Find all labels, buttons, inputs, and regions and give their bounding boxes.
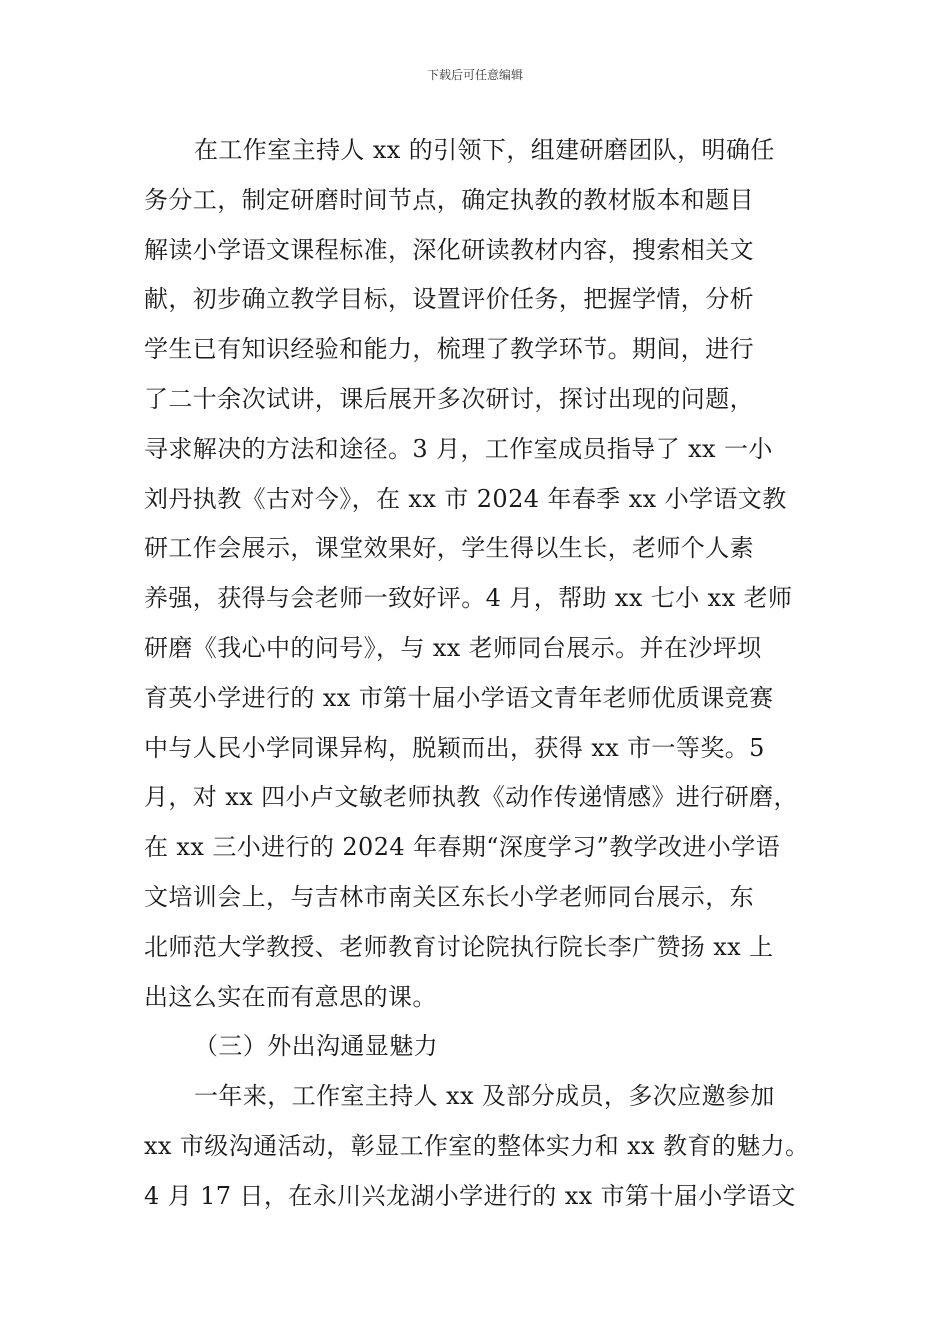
text-line: 4 月 17 日，在永川兴龙湖小学进行的 xx 市第十届小学语文 (144, 1181, 796, 1210)
text-line: 寻求解决的方法和途径。3 月，工作室成员指导了 xx 一小 (144, 434, 773, 463)
text-line: 北师范大学教授、老师教育讨论院执行院长李广赞扬 xx 上 (144, 932, 774, 961)
document-body (144, 126, 824, 1222)
text-line: 在 xx 三小进行的 2024 年春期“深度学习”教学改进小学语 (144, 833, 781, 862)
text-line: 研磨《我心中的问号》，与 xx 老师同台展示。并在沙坪坝 (144, 633, 762, 662)
text-line: 研工作会展示，课堂效果好，学生得以生长，老师个人素 (144, 534, 754, 563)
text-line: 文培训会上，与吉林市南关区东长小学老师同台展示，东 (144, 882, 754, 911)
text-line: 育英小学进行的 xx 市第十届小学语文青年老师优质课竞赛 (144, 683, 774, 712)
text-line: 中与人民小学同课异构，脱颖而出，获得 xx 市一等奖。5 (144, 733, 765, 762)
text-line: xx 市级沟通活动，彰显工作室的整体实力和 xx 教育的魅力。 (144, 1131, 810, 1160)
text-line: 了二十余次试讲，课后展开多次研讨，探讨出现的问题， (144, 384, 754, 413)
text-line: 学生已有知识经验和能力，梳理了教学环节。期间，进行 (144, 335, 754, 364)
text-line: 刘丹执教《古对今》，在 xx 市 2024 年春季 xx 小学语文教 (144, 484, 787, 513)
text-line: 献，初步确立教学目标，设置评价任务，把握学情，分析 (144, 285, 754, 314)
text-line: 月，对 xx 四小卢文敏老师执教《动作传递情感》进行研磨， (144, 783, 798, 812)
text-line: 在工作室主持人 xx 的引领下，组建研磨团队，明确任 (194, 136, 775, 164)
page-header-note: 下载后可任意编辑 (426, 68, 523, 82)
text-line: 解读小学语文课程标准，深化研读教材内容，搜索相关文 (144, 235, 754, 264)
section-heading: （三）外出沟通显魅力 (194, 1032, 438, 1061)
text-line: 务分工，制定研磨时间节点，确定执教的教材版本和题目 (144, 185, 754, 214)
text-line: 一年来，工作室主持人 xx 及部分成员，多次应邀参加 (194, 1082, 775, 1111)
text-line: 出这么实在而有意思的课。 (144, 982, 437, 1011)
text-line: 养强，获得与会老师一致好评。4 月，帮助 xx 七小 xx 老师 (144, 584, 793, 613)
